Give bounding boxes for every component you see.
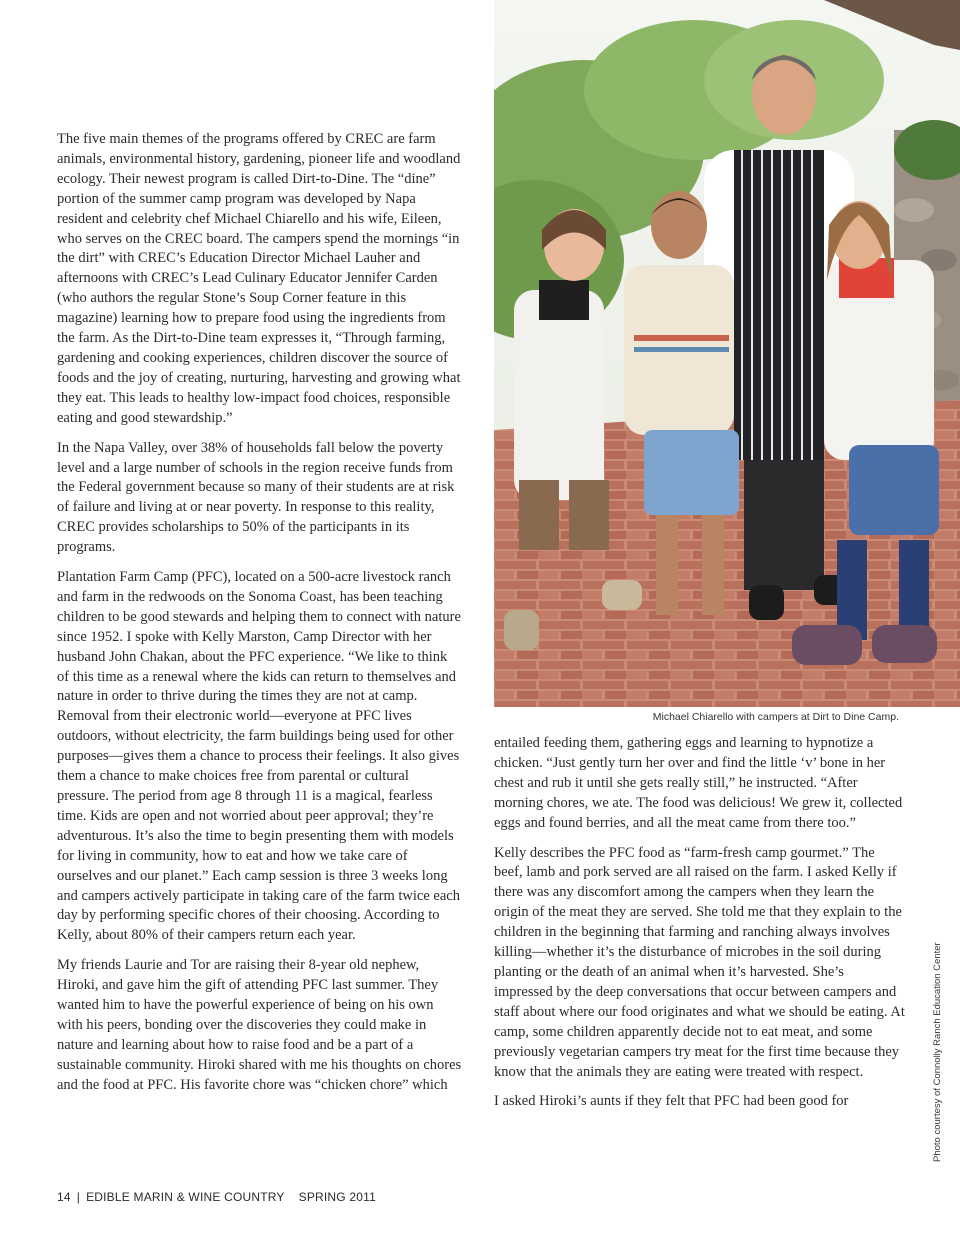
issue-season: SPRING 2011 xyxy=(298,1190,376,1204)
paragraph: The five main themes of the programs offered by CREC are farm animals, environmental history, gardening, pioneer life and woodland ecology. Their newest program is called Dirt-to-Dine. The “dine” portion of the summer camp program was developed by Napa resident and celebrity chef Michael Chiarello and his wife, Eileen, who serves on the CREC board. The campers spend the mornings “in the dirt” with CREC’s Education Director Michael Lauher and afternoons with CREC’s Lead Culinary Educator Jennifer Carden (who authors the regular Stone’s Soup Corner feature in this magazine) learning how to prepare food using the ingredients from the farm. As the Dirt-to-Dine team expresses it, “Through farming, gardening and cooking experiences, children discover the source of foods and the joy of creating, nurturing, harvesting and growing what they eat. This leads to healthy low-impact food choices, responsible eating and good stewardship.” xyxy=(57,131,461,426)
page-number: 14 xyxy=(57,1190,71,1204)
photo-credit: Photo courtesy of Connolly Ranch Education Center xyxy=(932,942,943,1162)
paragraph: I asked Hiroki’s aunts if they felt that PFC had been good for xyxy=(494,1093,849,1110)
paragraph: My friends Laurie and Tor are raising their 8-year old nephew, Hiroki, and gave him the gift of attending PFC last summer. They wanted him to have the powerful experience of being on his own with his peers, bonding over the discoveries they could make in nature and learning about how to raise food and be a part of a sustainable community. Hiroki shared with me his thoughts on chores and the food at PFC. His favorite chore was “chicken chore” which xyxy=(57,957,462,1093)
footer-separator: | xyxy=(76,1190,81,1204)
paragraph: entailed feeding them, gathering eggs and learning to hypnotize a chicken. “Just gently turn her over and find the little ‘v’ bone in her chest and rub it until she gets really still,” he instructed. “After morning chores, we ate. The food was delicious! We grew it, collected eggs and found berries, and all the meat came from there too.” xyxy=(494,735,903,831)
paragraph: Plantation Farm Camp (PFC), located on a 500-acre livestock ranch and farm in the redwoods on the Sonoma Coast, has been teaching children to be good stewards and helping them to connect with nature since 1952. I spoke with Kelly Marston, Camp Director with her husband John Chakan, about the PFC experience. “We like to think of this time as a renewal where the kids can return to themselves and nature in order to thrive during the times they are not at camp. Removal from their electronic world—everyone at PFC lives outdoors, without electricity, the farm buildings being used for other purposes—gives them a chance to process their feelings. It also gives them a chance to make choices free from parental or cultural pressure. The period from age 8 through 11 is a magical, fearless time. Kids are open and not worried about peer approval; they’re adventurous. It’s also the time to begin presenting them with models for living in community, how to eat and how we take care of ourselves and our planet.” Each camp session is three 3 weeks long and campers actively participate in taking care of the farm twice each day by performing specific chores of their choosing. According to Kelly, about 80% of their campers return each year. xyxy=(57,569,461,944)
paragraph: In the Napa Valley, over 38% of households fall below the poverty level and a large number of schools in the region receive funds from the Federal government because so many of their students are at risk of failure and living at or near poverty. In response to this reality, CREC provides scholarships to 50% of the participants in its programs. xyxy=(57,439,455,556)
photo-caption: Michael Chiarello with campers at Dirt to Dine Camp. xyxy=(652,711,899,723)
paragraph: Kelly describes the PFC food as “farm-fresh camp gourmet.” The beef, lamb and pork served are all raised on the farm. I asked Kelly if there was any discomfort among the campers when they learn the origin of the meat they are served. She told me that they explain to the children in the beginning that farming and ranching always involves killing—whether it’s the disturbance of microbes in the soil during planting or the death of an animal when it’s harvested. She’s impressed by the deep conversations that occur between campers and staff about where our food originates and what we should be eating. At camp, some children apparently decide not to eat meat, and some previously vegetarian campers try meat for the first time because they know that the animals they are eating were treated with respect. xyxy=(494,844,905,1080)
publication-name: EDIBLE MARIN & WINE COUNTRY xyxy=(86,1190,285,1204)
chef-with-campers-photo xyxy=(494,0,960,707)
left-text-column xyxy=(57,130,462,1106)
right-text-column xyxy=(494,734,906,1122)
page-footer xyxy=(57,1190,376,1204)
